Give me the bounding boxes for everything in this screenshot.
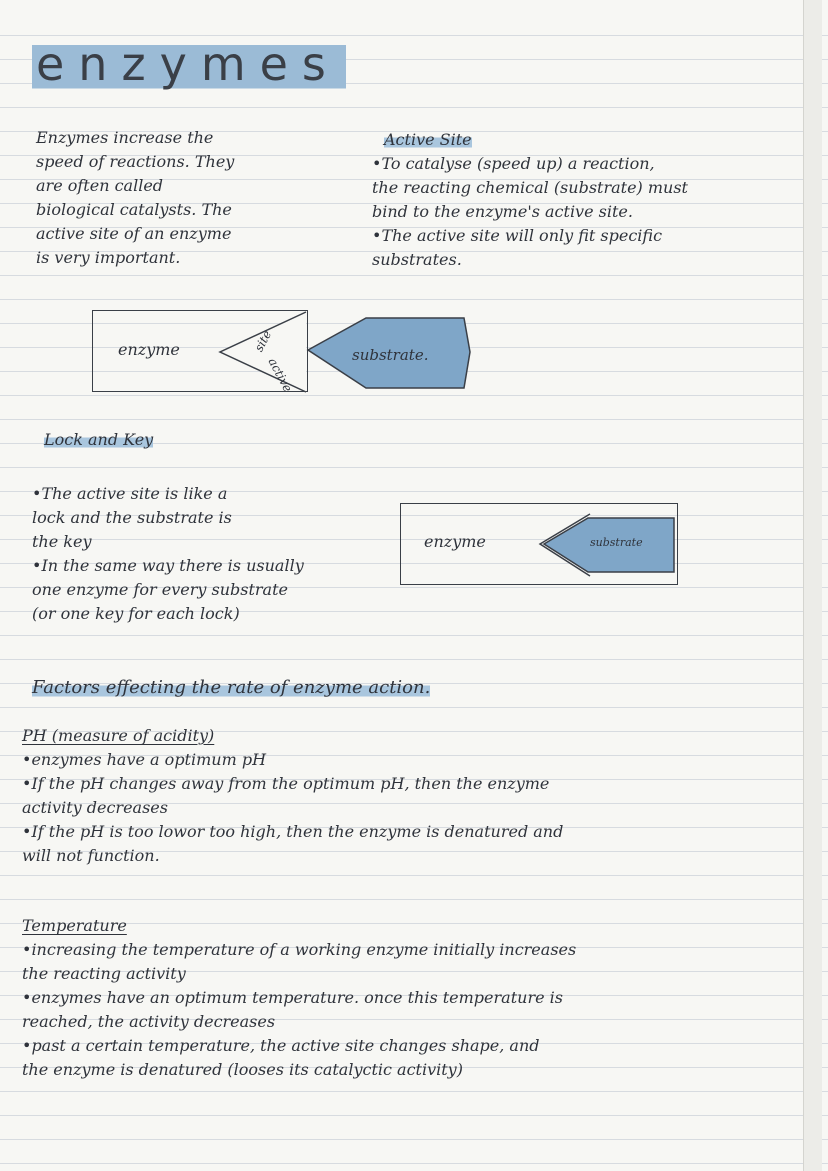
lock-key-line: •The active site is like a: [32, 484, 228, 503]
lock-key-diagram: [530, 510, 690, 590]
substrate-label: substrate.: [352, 346, 429, 364]
enzyme-label-2: enzyme: [424, 532, 486, 551]
ph-line: •If the pH changes away from the optimum pH, then the enzyme: [22, 774, 550, 793]
factors-heading: Factors effecting the rate of enzyme action.: [32, 677, 431, 698]
temperature-line: the enzyme is denatured (looses its catalyctic activity): [22, 1060, 463, 1079]
active-site-line: •To catalyse (speed up) a reaction,: [372, 154, 655, 173]
lock-and-key-section: [32, 482, 412, 626]
active-site-line: bind to the enzyme's active site.: [372, 202, 633, 221]
ph-line: activity decreases: [22, 798, 168, 817]
temperature-line: reached, the activity decreases: [22, 1012, 276, 1031]
page-edge: [803, 0, 822, 1171]
temperature-line: the reacting activity: [22, 964, 186, 983]
lock-key-line: lock and the substrate is: [32, 508, 232, 527]
active-site-line: substrates.: [372, 250, 462, 269]
lock-key-line: the key: [32, 532, 92, 551]
temperature-line: •enzymes have an optimum temperature. once this temperature is: [22, 988, 563, 1007]
lock-and-key-heading: Lock and Key: [44, 430, 154, 449]
substrate-label-2: substrate: [590, 536, 643, 549]
ph-line: will not function.: [22, 846, 160, 865]
intro-line: Enzymes increase the: [36, 128, 214, 147]
intro-line: biological catalysts. The: [36, 200, 232, 219]
active-site-line: •The active site will only fit specific: [372, 226, 663, 245]
site-label: site: [251, 328, 275, 354]
ph-section: [22, 724, 782, 868]
lock-key-line: •In the same way there is usually: [32, 556, 304, 575]
temperature-line: •past a certain temperature, the active site changes shape, and: [22, 1036, 540, 1055]
ph-line: •enzymes have a optimum pH: [22, 750, 267, 769]
enzyme-label: enzyme: [118, 340, 180, 359]
temperature-line: •increasing the temperature of a working enzyme initially increases: [22, 940, 577, 959]
active-site-section: [372, 128, 802, 272]
ph-heading: PH (measure of acidity): [22, 726, 215, 745]
intro-line: is very important.: [36, 248, 181, 267]
lock-key-line: one enzyme for every substrate: [32, 580, 288, 599]
temperature-heading: Temperature: [22, 916, 127, 935]
active-site-heading: Active Site: [384, 130, 472, 149]
intro-line: are often called: [36, 176, 164, 195]
page-title: enzymes: [32, 30, 346, 98]
lock-key-line: (or one key for each lock): [32, 604, 240, 623]
ph-line: •If the pH is too lowor too high, then the enzyme is denatured and: [22, 822, 564, 841]
active-site-line: the reacting chemical (substrate) must: [372, 178, 688, 197]
temperature-section: [22, 914, 782, 1082]
active-label: active: [265, 355, 295, 395]
intro-paragraph: [36, 126, 336, 270]
intro-line: speed of reactions. They: [36, 152, 235, 171]
intro-line: active site of an enzyme: [36, 224, 232, 243]
